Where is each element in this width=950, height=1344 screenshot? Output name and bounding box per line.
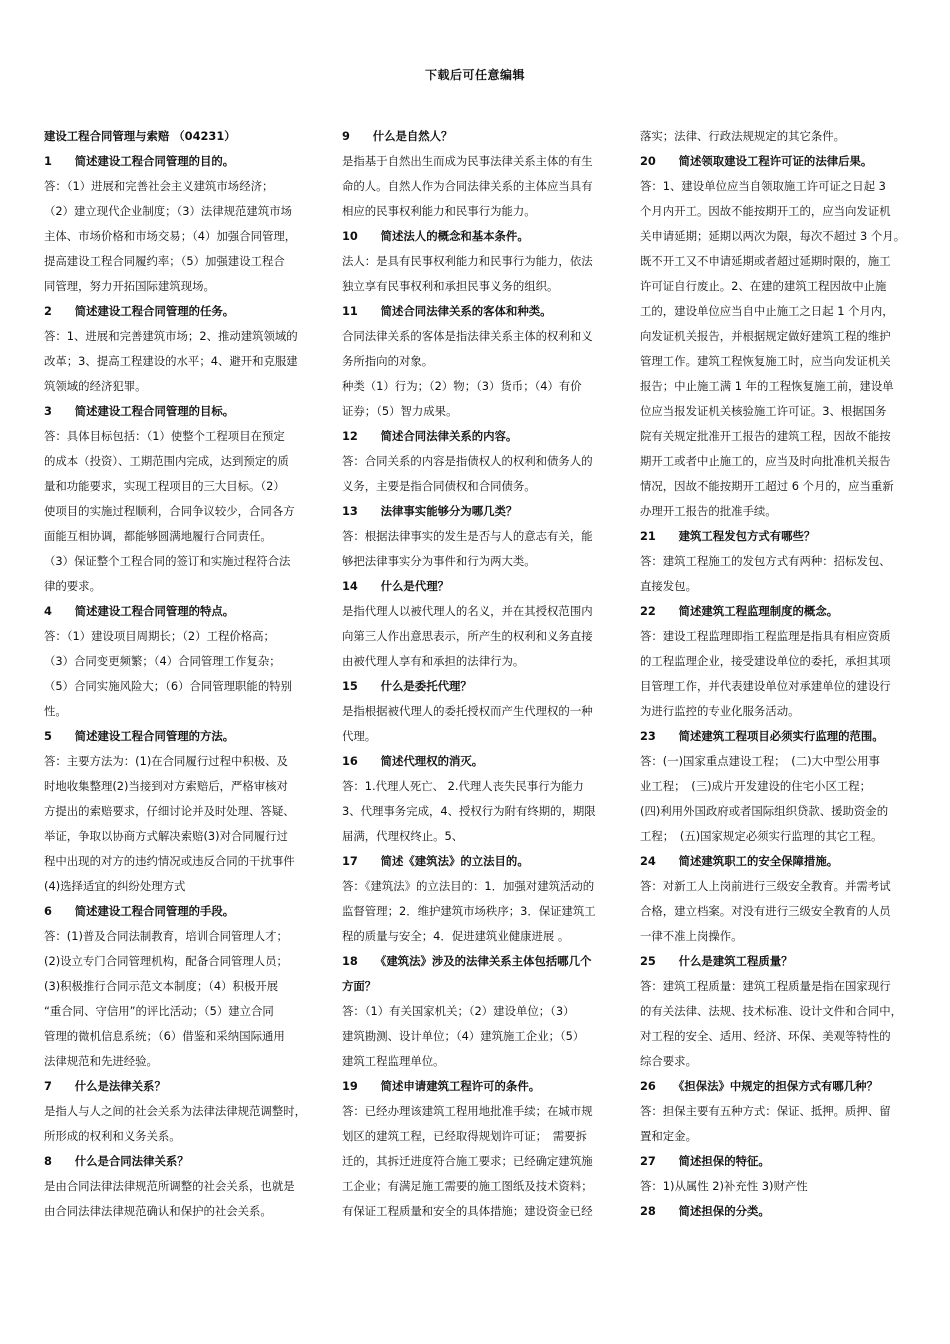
question-heading: 2 简述建设工程合同管理的任务。 [44,304,235,318]
answer-text-line: 管理的微机信息系统；（6）借鉴和采纳国际通用 [44,1029,285,1043]
answer-text-line: 法律规范和先进经验。 [44,1054,158,1068]
answer-text-line: 迁的，其拆迁进度符合施工要求；已经确定建筑施 [342,1154,593,1168]
question-heading: 19 简述申请建筑工程许可的条件。 [342,1079,541,1093]
answer-text-line: 合格，建立档案。对没有进行三级安全教育的人员 [640,904,891,918]
question-heading: 22 简述建筑工程监理制度的概念。 [640,604,839,618]
question-heading: 27 简述担保的特征。 [640,1154,770,1168]
answer-text-line: 使项目的实施过程顺利，合同争议较少，合同各方 [44,504,295,518]
answer-text-line: （3）保证整个工程合同的签订和实施过程符合法 [44,554,291,568]
answer-text-line: 够把法律事实分为事件和行为两大类。 [342,554,536,568]
question-heading: 26 《担保法》中规定的担保方式有哪几种？ [640,1079,878,1093]
column-middle [342,124,608,1224]
answer-text-line: 独立享有民事权利和承担民事义务的组织。 [342,279,559,293]
answer-text-line: 业工程； (三)成片开发建设的住宅小区工程； [640,779,872,793]
answer-text-line: 期开工或者中止施工的，应当及时向批准机关报告 [640,454,891,468]
answer-text-line: 落实；法律、行政法规规定的其它条件。 [640,129,846,143]
answer-text-line: 命的人。自然人作为合同法律关系的主体应当具有 [342,179,593,193]
answer-text-line: 答：1.代理人死亡、 2.代理人丧失民事行为能力 [342,779,584,793]
answer-text-line: 时地收集整理(2)当接到对方索赔后，严格审核对 [44,779,288,793]
answer-text-line: 综合要求。 [640,1054,697,1068]
answer-text-line: 位应当报发证机关核验施工许可证。3、根据国务 [640,404,887,418]
answer-text-line: 面能互相协调，都能够圆满地履行合同责任。 [44,529,272,543]
question-heading: 13 法律事实能够分为哪几类？ [342,504,518,518]
answer-text-line: 答：《建筑法》的立法目的：1．加强对建筑活动的 [342,879,595,893]
answer-text-line: 答：建设工程监理即指工程监理是指具有相应资质 [640,629,891,643]
question-heading: 15 什么是委托代理？ [342,679,472,693]
question-heading: 28 简述担保的分类。 [640,1204,770,1218]
answer-text-line: 法人：是具有民事权利能力和民事行为能力，依法 [342,254,593,268]
answer-text-line: 相应的民事权利能力和民事行为能力。 [342,204,536,218]
answer-text-line: 许可证自行废止。2、在建的建筑工程因故中止施 [640,279,887,293]
answer-text-line: 是指基于自然出生而成为民事法律关系主体的有生 [342,154,593,168]
answer-text-line: 程中出现的对方的违约情况或违反合同的干扰事件 [44,854,295,868]
answer-text-line: 情况，因故不能按期开工超过 6 个月的，应当重新 [640,479,894,493]
question-heading: 23 简述建筑工程项目必须实行监理的范围。 [640,729,884,743]
answer-text-line: 答：（1）建设项目周期长；（2）工程价格高； [44,629,275,643]
answer-text-line: 向发证机关报告，并根据规定做好建筑工程的维护 [640,329,891,343]
answer-text-line: 由被代理人享有和承担的法律行为。 [342,654,525,668]
question-heading: 10 简述法人的概念和基本条件。 [342,229,529,243]
question-heading: 12 简述合同法律关系的内容。 [342,429,518,443]
answer-text-line: 关申请延期；延期以两次为限，每次不超过 3 个月。 [640,229,906,243]
question-heading: 5 简述建设工程合同管理的方法。 [44,729,235,743]
answer-text-line: 一律不准上岗操作。 [640,929,743,943]
question-heading: 1 简述建设工程合同管理的目的。 [44,154,235,168]
answer-text-line: 种类（1）行为；（2）物；（3）货币；（4）有价 [342,379,582,393]
column-right [640,124,916,1224]
question-heading: 25 什么是建筑工程质量？ [640,954,793,968]
answer-text-line: （2）建立现代企业制度；（3）法律规范建筑市场 [44,204,292,218]
answer-text-line: 答：合同关系的内容是指债权人的权利和债务人的 [342,454,593,468]
answer-text-line: 答：1、建设单位应当自领取施工许可证之日起 3 [640,179,886,193]
question-heading: 建设工程合同管理与索赔 （04231） [44,129,236,143]
answer-text-line: 的有关法律、法规、技术标准、设计文件和合同中， [640,1004,902,1018]
answer-text-line: 答：（1）进展和完善社会主义建筑市场经济； [44,179,274,193]
answer-text-line: 是指代理人以被代理人的名义，并在其授权范围内 [342,604,593,618]
answer-text-line: 置和定金。 [640,1129,697,1143]
answer-text-line: 直接发包。 [640,579,697,593]
question-heading: 16 简述代理权的消灭。 [342,754,484,768]
answer-text-line: 证券；（5）智力成果。 [342,404,458,418]
answer-text-line: 答：担保主要有五种方式：保证、抵押。质押、留 [640,1104,891,1118]
answer-text-line: 答：1)从属性 2)补充性 3)财产性 [640,1179,808,1193]
answer-text-line: (3)积极推行合同示范文本制度；（4）积极开展 [44,979,279,993]
answer-text-line: 答：建筑工程施工的发包方式有两种：招标发包、 [640,554,891,568]
answer-text-line: 答：(一)国家重点建设工程； (二)大中型公用事 [640,754,880,768]
answer-text-line: 务所指向的对象。 [342,354,434,368]
answer-text-line: 合同法律关系的客体是指法律关系主体的权利和义 [342,329,593,343]
question-heading: 7 什么是法律关系？ [44,1079,166,1093]
answer-text-line: (4)选择适宜的纠纷处理方式 [44,879,186,893]
answer-text-line: 答：主要方法为：(1)在合同履行过程中积极、及 [44,754,288,768]
answer-text-line: 程的质量与安全；4．促进建筑业健康进展 。 [342,929,570,943]
question-heading: 9 什么是自然人？ [342,129,453,143]
answer-text-line: 量和功能要求，实现工程项目的三大目标。（2） [44,479,285,493]
answer-text-line: 改革；3、提高工程建设的水平；4、避开和克服建 [44,354,298,368]
answer-text-line: 方提出的索赔要求，仔细讨论并及时处理、答疑、 [44,804,295,818]
answer-text-line: “重合同、守信用”的评比活动；（5）建立合同 [44,1004,274,1018]
answer-text-line: 主体、市场价格和市场交易；（4）加强合同管理， [44,229,297,243]
question-heading: 20 简述领取建设工程许可证的法律后果。 [640,154,873,168]
page-header: 下载后可任意编辑 [424,68,525,82]
answer-text-line: 代理。 [342,729,377,743]
answer-text-line: 目管理工作，并代表建设单位对承建单位的建设行 [640,679,891,693]
answer-text-line: 答：(1)普及合同法制教育，培训合同管理人才； [44,929,288,943]
answer-text-line: 有保证工程质量和安全的具体措施；建设资金已经 [342,1204,593,1218]
question-heading: 17 简述《建筑法》的立法目的。 [342,854,529,868]
answer-text-line: 由合同法律法律规范确认和保护的社会关系。 [44,1204,272,1218]
answer-text-line: 管理工作。建筑工程恢复施工时，应当向发证机关 [640,354,891,368]
answer-text-line: 的工程监理企业，接受建设单位的委托，承担其项 [640,654,891,668]
answer-text-line: 对工程的安全、适用、经济、环保、美观等特性的 [640,1029,891,1043]
answer-text-line: 划区的建筑工程，已经取得规划许可证； 需要拆 [342,1129,587,1143]
question-heading: 8 什么是合同法律关系？ [44,1154,189,1168]
answer-text-line: 工企业；有满足施工需要的施工图纸及技术资料； [342,1179,593,1193]
answer-text-line: 举证，争取以协商方式解决索赔(3)对合同履行过 [44,829,288,843]
question-heading: 方面？ [342,979,377,993]
answer-text-line: 律的要求。 [44,579,101,593]
answer-text-line: 院有关规定批准开工报告的建筑工程，因故不能按 [640,429,891,443]
answer-text-line: 所形成的权利和义务关系。 [44,1129,181,1143]
answer-text-line: (四)利用外国政府或者国际组织贷款、援助资金的 [640,804,889,818]
answer-text-line: 提高建设工程合同履约率；（5）加强建设工程合 [44,254,285,268]
question-heading: 3 简述建设工程合同管理的目标。 [44,404,235,418]
question-heading: 14 什么是代理？ [342,579,449,593]
answer-text-line: 答：对新工人上岗前进行三级安全教育。并需考试 [640,879,891,893]
answer-text-line: 既不开工又不申请延期或者超过延期时限的，施工 [640,254,891,268]
answer-text-line: 答：（1）有关国家机关；（2）建设单位；（3） [342,1004,575,1018]
question-heading: 6 简述建设工程合同管理的手段。 [44,904,235,918]
answer-text-line: 监督管理；2．维护建筑市场秩序；3．保证建筑工 [342,904,596,918]
column-left [44,124,316,1224]
answer-text-line: 答：具体目标包括：（1）使整个工程项目在预定 [44,429,285,443]
answer-text-line: 筑领域的经济犯罪。 [44,379,147,393]
answer-text-line: 答：1、进展和完善建筑市场；2、推动建筑领域的 [44,329,298,343]
answer-text-line: 报告；中止施工满 1 年的工程恢复施工前，建设单 [640,379,894,393]
answer-text-line: 答：根据法律事实的发生是否与人的意志有关，能 [342,529,593,543]
answer-text-line: (2)设立专门合同管理机构，配备合同管理人员； [44,954,288,968]
answer-text-line: 为进行监控的专业化服务活动。 [640,704,800,718]
question-heading: 24 简述建筑职工的安全保障措施。 [640,854,839,868]
answer-text-line: 工程； (五)国家规定必须实行监理的其它工程。 [640,829,883,843]
answer-text-line: 个月内开工。因故不能按期开工的，应当向发证机 [640,204,891,218]
answer-text-line: 3、代理事务完成，4、授权行为附有终期的，期限 [342,804,596,818]
answer-text-line: （3）合同变更频繁；（4）合同管理工作复杂； [44,654,281,668]
answer-text-line: 同管理，努力开拓国际建筑现场。 [44,279,215,293]
answer-text-line: 答：已经办理该建筑工程用地批准手续；在城市规 [342,1104,593,1118]
answer-text-line: 是指根据被代理人的委托授权而产生代理权的一种 [342,704,593,718]
answer-text-line: 届满，代理权终止。5、 [342,829,464,843]
answer-text-line: 向第三人作出意思表示，所产生的权利和义务直接 [342,629,593,643]
question-heading: 21 建筑工程发包方式有哪些？ [640,529,816,543]
question-heading: 11 简述合同法律关系的客体和种类。 [342,304,552,318]
answer-text-line: 是指人与人之间的社会关系为法律法律规范调整时， [44,1104,306,1118]
answer-text-line: 义务，主要是指合同债权和合同债务。 [342,479,536,493]
answer-text-line: 工的，建设单位应当自中止施工之日起 1 个月内， [640,304,894,318]
question-heading: 4 简述建设工程合同管理的特点。 [44,604,235,618]
answer-text-line: 的成本（投资）、工期范围内完成，达到预定的质 [44,454,289,468]
answer-text-line: 建筑工程监理单位。 [342,1054,445,1068]
answer-text-line: 性。 [44,704,67,718]
answer-text-line: 办理开工报告的批准手续。 [640,504,777,518]
answer-text-line: 是由合同法律法律规范所调整的社会关系，也就是 [44,1179,295,1193]
answer-text-line: 答：建筑工程质量：建筑工程质量是指在国家现行 [640,979,891,993]
question-heading: 18 《建筑法》涉及的法律关系主体包括哪几个 [342,954,592,968]
answer-text-line: 建筑勘测、设计单位；（4）建筑施工企业；（5） [342,1029,585,1043]
answer-text-line: （5）合同实施风险大；（6）合同管理职能的特别 [44,679,292,693]
